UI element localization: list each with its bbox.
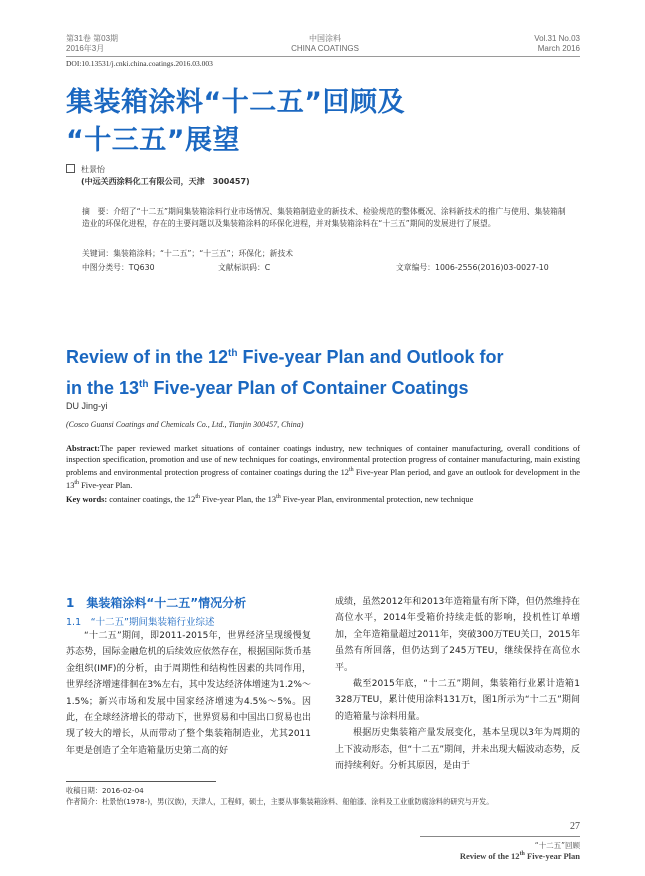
title-cn-line1: 集装箱涂料“十二五”回顾及 — [66, 87, 405, 118]
author-marker-icon — [66, 164, 75, 173]
keywords-cn — [82, 248, 570, 260]
column-left — [66, 628, 311, 759]
header-date-en: March 2016 — [537, 44, 580, 53]
header-date-cn: 2016年3月 — [66, 44, 105, 53]
paragraph: 截至2015年底，“十二五”期间，集装箱行业累计造箱1 328万TEU，累计使用涂料131万t，图1所示为“十二五”期间的造箱量与涂料用量。 — [335, 679, 580, 722]
title-en — [66, 340, 586, 402]
section-1-title: 1 集装箱涂料“十二五”情况分析 — [66, 596, 247, 610]
title-en-line2: in the 13th Five-year Plan of Container Coatings — [66, 378, 469, 398]
title-cn — [66, 84, 405, 160]
abstract-en: Abstract:The paper reviewed market situations of container coatings industry, new techniques of container manufacturing, overall conditions of inspection specification, promotion and use of new techniques for coatings, environmental protection progress of container manufacturing, main existing problems and environmental protection progress of container coatings during the 12th Five-year Plan period, and gave an outlook for development in the 13th Five-year Plan. — [66, 444, 581, 491]
running-footer-cn: “十二五”回顾 — [534, 841, 580, 850]
paragraph: “十二五”期间，即2011-2015年，世界经济呈现缓慢复苏态势，国际金融危机的后续效应依然存在，根据国际货币基金组织(IMF)的分析，由于周期性和结构性因素的共同作用，世界经济增速徘徊在3%左右，其中发达经济体增速为1.2%～1.5%；新兴市场和发展中国家经济增速为4.5%～5%。因此，在全球经济增长的带动下，世界贸易和中国出口贸易也出现了较大的增长，从而带动了整个集装箱制造业，尤其2011年更是创造了全年造箱量历史第二高的好 — [66, 631, 311, 756]
header-left — [66, 34, 118, 54]
header-right — [480, 34, 580, 54]
clc-value: TQ630 — [128, 263, 155, 272]
paragraph: 根据历史集装箱产量发展变化，基本呈现以3年为周期的上下波动形态，但“十二五”期间，并未出现大幅波动态势，反而持续利好。分析其原因，是由于 — [335, 728, 580, 772]
header-journal-en: CHINA COATINGS — [291, 44, 359, 53]
footnotes — [66, 785, 580, 807]
article-no-value: 1006-2556(2016)03-0027-10 — [434, 263, 549, 272]
page-number: 27 — [570, 821, 580, 832]
running-footer — [380, 840, 580, 861]
keywords-en-label: Key words: — [66, 494, 108, 504]
header-journal-cn: 中国涂料 — [309, 34, 341, 43]
title-cn-line2: “十三五”展望 — [66, 125, 240, 156]
running-footer-en: Review of the 12th Five-year Plan — [459, 851, 580, 861]
keywords-cn-label: 关键词： — [82, 249, 114, 258]
article-no-label: 文章编号： — [396, 263, 435, 272]
author-cn: 杜景怡 — [81, 165, 105, 174]
affiliation-cn: (中远关西涂料化工有限公司，天津 300457) — [81, 177, 250, 186]
footnote-rule — [66, 781, 216, 782]
paragraph: 成绩，虽然2012年和2013年造箱量有所下降，但仍然维持在高位水平，2014年受箱价持续走低的影响，投机性订单增加，全年造箱量超过2011年，突破300万TEU关口，2015年虽然有所回落，但仍达到了245万TEU，继续保持在高位水平。 — [335, 597, 580, 673]
abstract-cn — [82, 206, 570, 230]
keywords-cn-text: 集装箱涂料；“十二五”；“十三五”；环保化；新技术 — [113, 249, 294, 258]
section-1-1-title: 1.1 “十二五”期间集装箱行业综述 — [66, 617, 215, 628]
header-center — [270, 34, 380, 54]
header-volume-en: Vol.31 No.03 — [534, 34, 580, 43]
abstract-cn-text: 介绍了“十二五”期间集装箱涂料行业市场情况、集装箱制造业的新技术、检验规范的整体概况、涂料新技术的推广与使用、集装箱制造业的环保化进程，存在的主要问题以及集装箱涂料的环保化进程，并对集装箱涂料在“十三五”期间的发展进行了展望。 — [82, 207, 566, 228]
classification-row — [82, 262, 578, 274]
doc-code-label: 文献标识码： — [218, 263, 265, 272]
affiliation-en: (Cosco Guansi Coatings and Chemicals Co., Ltd., Tianjin 300457, China) — [66, 420, 304, 429]
header-rule — [66, 56, 580, 57]
author-en: DU Jing-yi — [66, 401, 108, 411]
title-en-line1: Review of in the 12th Five-year Plan and Outlook for — [66, 347, 504, 367]
author-bio: 作者简介：杜景怡(1978-)，男(汉族)，天津人，工程师，硕士，主要从事集装箱涂料、船舶漆、涂料及工业重防腐涂料的研究与开发。 — [66, 797, 494, 806]
doi: DOI:10.13531/j.cnki.china.coatings.2016.03.003 — [66, 59, 213, 68]
column-right — [335, 594, 580, 774]
clc-label: 中图分类号： — [82, 263, 129, 272]
keywords-en: Key words: container coatings, the 12th Five-year Plan, the 13th Five-year Plan, environmental protection, new technique — [66, 494, 474, 504]
abstract-cn-label: 摘 要： — [82, 207, 114, 216]
footer-rule — [420, 836, 580, 837]
abstract-en-label: Abstract: — [66, 444, 100, 453]
doc-code-value: C — [264, 263, 271, 272]
header-volume-cn: 第31卷 第03期 — [66, 34, 119, 43]
received-date: 收稿日期：2016-02-04 — [66, 786, 144, 795]
author-block-cn — [66, 164, 250, 188]
